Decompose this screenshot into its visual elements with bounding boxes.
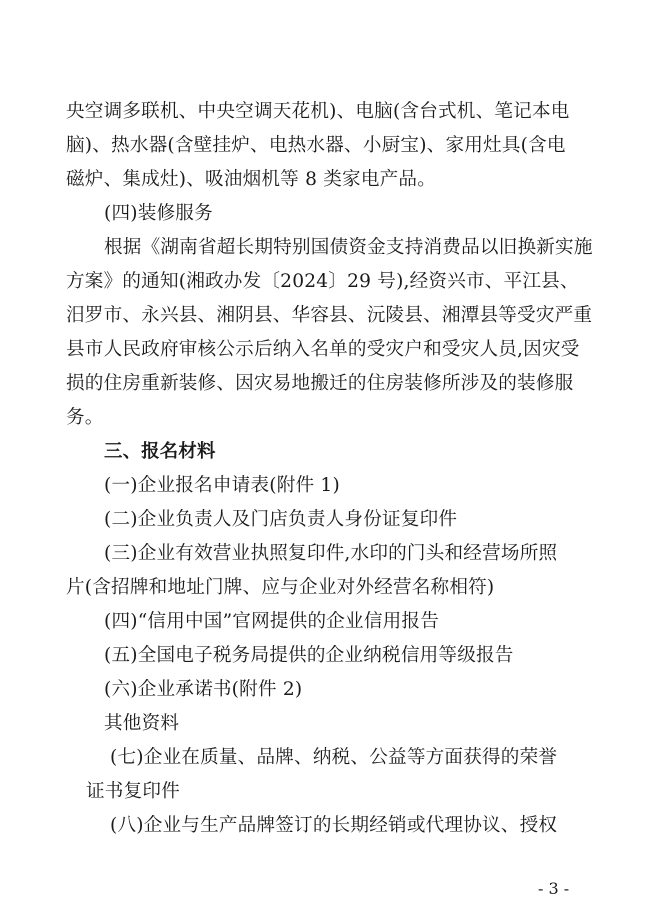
list-item-2: (二)企业负责人及门店负责人身份证复印件 [104, 509, 458, 530]
list-item-4: (四)“信用中国”官网提供的企业信用报告 [104, 611, 440, 632]
body-text-line-9: 损的住房重新装修、因灾易地搬迁的住房装修所涉及的装修服 [66, 373, 574, 394]
page-number: - 3 - [538, 879, 570, 898]
subheading-decoration-services: (四)装修服务 [104, 203, 213, 224]
body-text-line-3: 磁炉、集成灶)、吸油烟机等 8 类家电产品。 [66, 169, 436, 190]
list-item-3-continued: 片(含招牌和地址门牌、应与企业对外经营名称相符) [66, 577, 495, 598]
list-item-3: (三)企业有效营业执照复印件,水印的门头和经营场所照 [104, 543, 558, 564]
list-item-1: (一)企业报名申请表(附件 1) [104, 475, 340, 496]
body-text-line-5: 根据《湖南省超长期特别国债资金支持消费品以旧换新实施 [104, 237, 593, 258]
other-materials-label: 其他资料 [104, 713, 180, 734]
body-text-line-7: 汨罗市、永兴县、湘阴县、华容县、沅陵县、湘潭县等受灾严重 [66, 305, 593, 326]
list-item-7: (七)企业在质量、品牌、纳税、公益等方面获得的荣誉 [110, 747, 558, 768]
section-heading-registration-materials: 三、报名材料 [104, 441, 216, 462]
list-item-8: (八)企业与生产品牌签订的长期经销或代理协议、授权 [110, 815, 558, 836]
body-text-line-2: 脑)、热水器(含壁挂炉、电热水器、小厨宝)、家用灶具(含电 [66, 135, 566, 156]
body-text-line-8: 县市人民政府审核公示后纳入名单的受灾户和受灾人员,因灾受 [66, 339, 580, 360]
list-item-5: (五)全国电子税务局提供的企业纳税信用等级报告 [104, 645, 514, 666]
body-text-line-1: 央空调多联机、中央空调天花机)、电脑(含台式机、笔记本电 [66, 101, 570, 122]
body-text-line-6: 方案》的通知(湘政办发〔2024〕29 号),经资兴市、平江县、 [66, 271, 579, 292]
list-item-7-continued: 证书复印件 [86, 781, 180, 802]
list-item-6: (六)企业承诺书(附件 2) [104, 679, 303, 700]
body-text-line-10: 务。 [66, 407, 104, 428]
